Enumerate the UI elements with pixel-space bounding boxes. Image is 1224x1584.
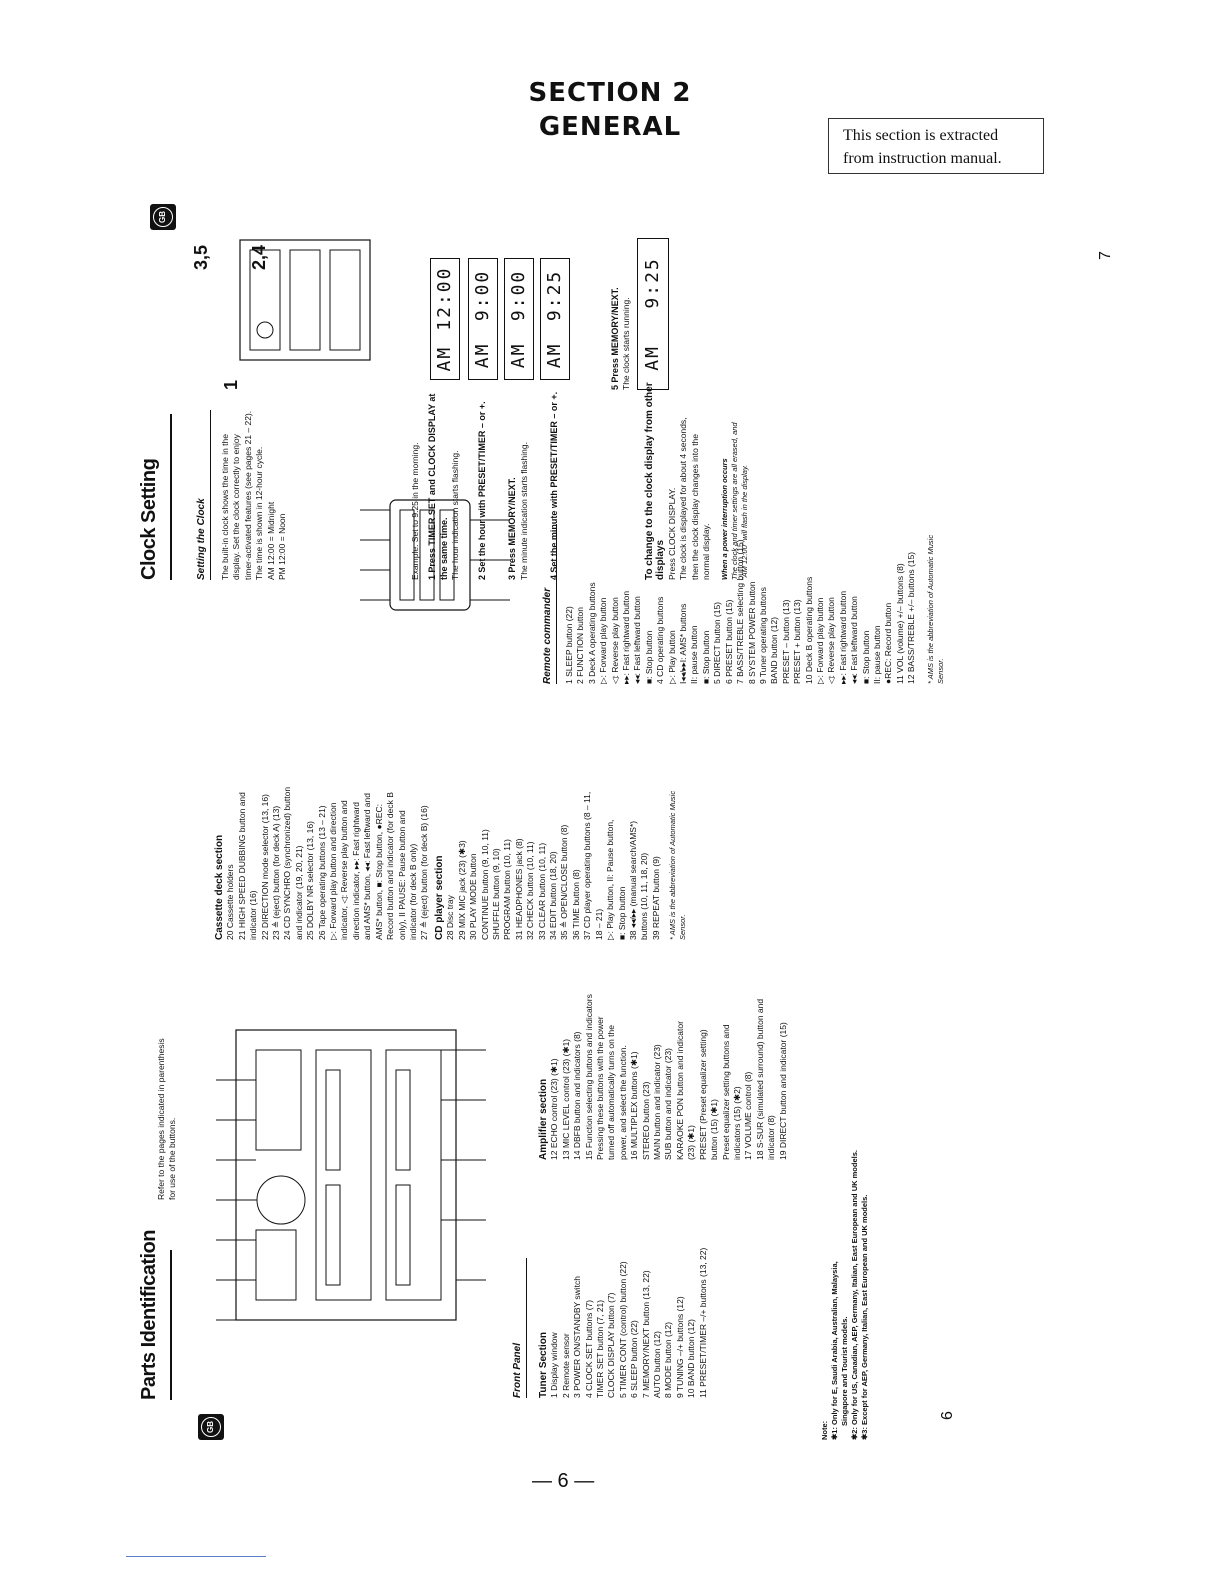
list-item: CLOCK DISPLAY button (7) bbox=[606, 1292, 617, 1398]
list-item: 9 TUNING –/+ buttons (12) bbox=[674, 1296, 685, 1398]
list-item: ◁: Reverse play button bbox=[826, 597, 837, 684]
list-item: Record button and indicator (for deck B bbox=[385, 792, 396, 940]
list-item: 19 DIRECT button and indicator (15) bbox=[777, 1022, 788, 1160]
list-item: 3 POWER ON/STANDBY switch bbox=[572, 1275, 583, 1398]
list-item: ▷: Forward play button bbox=[598, 597, 609, 684]
cd-section bbox=[430, 700, 688, 940]
step-text: Set the minute with PRESET/TIMER – or +. bbox=[548, 391, 559, 573]
note-line: ✱2: Only for US, Canadian, AEP, Germany, Italian, East European and UK models. bbox=[850, 1150, 859, 1440]
list-item: ◂◂: Fast leftward button bbox=[632, 596, 643, 684]
list-item: 36 TIME button (8) bbox=[570, 869, 581, 940]
list-item: button (15) (✱1) bbox=[709, 1099, 720, 1160]
notes-heading: Note: bbox=[820, 1420, 829, 1440]
list-item: I◂◂/▸▸I: AMS* buttons bbox=[678, 603, 689, 684]
lcd-time: 9:25 bbox=[642, 257, 664, 309]
step-number: 3 bbox=[507, 574, 518, 580]
step-number: 5 bbox=[610, 384, 620, 390]
list-item: 1 SLEEP button (22) bbox=[564, 606, 574, 684]
step-detail: The hour indication starts flashing. bbox=[450, 450, 461, 580]
change-display-heading: To change to the clock display from other displays bbox=[644, 382, 667, 580]
list-item: indicator (8) bbox=[766, 1115, 777, 1160]
intro-line: timer-activated features (see pages 21 – 22). bbox=[242, 410, 253, 580]
list-item: 35 ≜ OPEN/CLOSE button (8) bbox=[559, 824, 570, 940]
list-item: ▷: Forward play button bbox=[814, 597, 825, 684]
list-item: 24 CD SYNCHRO (synchronized) button bbox=[282, 786, 293, 940]
cd-list bbox=[445, 700, 662, 940]
list-item: 11 PRESET/TIMER –/+ buttons (13, 22) bbox=[697, 1247, 708, 1398]
lcd-am: AM bbox=[507, 342, 529, 369]
parts-intro bbox=[156, 980, 179, 1200]
list-item: MAIN button and indicator (23) bbox=[652, 1044, 663, 1160]
step-text: Press TIMER SET and CLOCK DISPLAY at the same time. bbox=[427, 393, 449, 580]
lcd-am: AM bbox=[642, 345, 664, 371]
list-item: (23) (✱1) bbox=[686, 1125, 697, 1160]
list-item: 18 – 21) bbox=[593, 908, 604, 940]
lcd-display bbox=[637, 238, 669, 390]
list-item: AUTO button (12) bbox=[652, 1331, 663, 1398]
change-display-block bbox=[640, 380, 750, 580]
list-item: 6 SLEEP button (22) bbox=[629, 1320, 640, 1398]
lcd-time: 9:25 bbox=[543, 269, 565, 322]
section-subtitle: GENERAL bbox=[538, 112, 682, 142]
section-title: SECTION 2 bbox=[528, 78, 692, 108]
intro-line: display. Set the clock correctly to enjoy bbox=[231, 434, 242, 580]
list-item: ▷: Play button, II: Pause button, bbox=[605, 819, 616, 940]
list-item: 39 REPEAT button (9) bbox=[650, 856, 661, 940]
list-item: ◂◂: Fast leftward button bbox=[849, 596, 860, 684]
step-text: Press MEMORY/NEXT. bbox=[507, 477, 518, 573]
lcd-time: 9:00 bbox=[471, 269, 493, 322]
power-note-line: The clock and timer settings are all erased, and bbox=[730, 422, 740, 580]
gb-badge-icon: GB bbox=[198, 1414, 224, 1440]
power-note bbox=[720, 380, 750, 580]
list-item: 5 TIMER CONT (control) button (22) bbox=[617, 1261, 628, 1398]
intro-line: Refer to the pages indicated in parenthesis bbox=[156, 1038, 166, 1200]
cd-ams-note bbox=[668, 700, 688, 940]
list-item: PRESET (Preset equalizer setting) bbox=[697, 1029, 708, 1160]
bottom-rule bbox=[126, 1556, 266, 1557]
note-line: Sensor. bbox=[935, 658, 945, 684]
list-item: STEREO button (23) bbox=[640, 1081, 651, 1160]
list-item: 8 SYSTEM POWER button bbox=[746, 581, 757, 684]
list-item: AMS* button, ■: Stop button, ●REC: bbox=[373, 804, 384, 940]
change-line: then the clock display changes into the bbox=[689, 433, 700, 580]
list-item: 27 ≜ (eject) button (for deck B) (16) bbox=[419, 805, 430, 940]
list-item: 37 CD player operating buttons (8 – 11, bbox=[582, 791, 593, 940]
callout-3-5: 3,5 bbox=[191, 244, 211, 270]
lcd-am: AM bbox=[471, 342, 493, 369]
clock-title: Clock Setting bbox=[138, 458, 160, 580]
list-item: indicators (15) (✱2) bbox=[731, 1086, 742, 1160]
list-item: ▷: Forward play button and direction bbox=[328, 802, 339, 940]
cd-heading: CD player section bbox=[434, 855, 445, 940]
list-item: BAND button (12) bbox=[769, 616, 780, 684]
list-item: 30 PLAY MODE button bbox=[468, 853, 479, 940]
intro-line: for use of the buttons. bbox=[167, 1117, 178, 1200]
remote-ams-note bbox=[926, 424, 946, 684]
gb-badge-icon: GB bbox=[150, 204, 176, 230]
lcd-time: 9:00 bbox=[507, 269, 529, 322]
list-item: ▸▸: Fast rightward button bbox=[621, 590, 632, 684]
extract-note-line: This section is extracted bbox=[843, 127, 999, 144]
note-line: * AMS is the abbreviation of Automatic Music bbox=[925, 534, 935, 684]
list-item: 11 VOL (volume) +/– buttons (8) bbox=[894, 563, 905, 684]
list-item: Preset equalizer setting buttons and bbox=[720, 1024, 731, 1160]
right-page-number: 7 bbox=[1097, 251, 1114, 260]
list-item: 25 DOLBY NR selector (13, 16) bbox=[305, 821, 316, 940]
list-item: 31 HEADPHONES jack (8) bbox=[513, 838, 524, 940]
example-line: Example: Set to 9:25 in the morning. bbox=[410, 442, 420, 580]
cassette-heading: Cassette deck section bbox=[214, 834, 225, 940]
list-item: 20 Cassette holders bbox=[225, 864, 236, 940]
amplifier-heading: Amplifier section bbox=[538, 1078, 549, 1160]
list-item: power, and select the function. bbox=[617, 1045, 628, 1160]
cassette-list bbox=[225, 710, 430, 940]
list-item: 16 MULTIPLEX buttons (✱1) bbox=[629, 1051, 640, 1160]
footnotes bbox=[820, 980, 870, 1440]
list-item: 5 DIRECT button (15) bbox=[712, 601, 723, 684]
list-item: and AMS* button, ◂◂: Fast leftward and bbox=[362, 793, 373, 940]
list-item: 2 FUNCTION button bbox=[575, 607, 586, 684]
list-item: indicator (for deck B only) bbox=[407, 843, 418, 940]
list-item: ▷: Play button bbox=[666, 630, 677, 684]
lcd-am: AM bbox=[543, 342, 565, 369]
list-item: 1 Display window bbox=[549, 1332, 560, 1398]
intro-line: PM 12:00 = Noon bbox=[277, 513, 288, 580]
list-item: 22 DIRECTION mode selector (13, 16) bbox=[259, 794, 270, 940]
list-item: 38 ◂◂/▸▸ (manual search/AMS*) bbox=[627, 820, 638, 940]
remote-section bbox=[564, 424, 946, 684]
extract-note-box bbox=[828, 118, 1044, 174]
power-note-line: "AM 12:00" will flash in the display. bbox=[740, 464, 750, 580]
list-item: 7 MEMORY/NEXT button (13, 22) bbox=[640, 1270, 651, 1398]
tuner-heading: Tuner Section bbox=[538, 1332, 549, 1398]
list-item: and indicator (19, 20, 21) bbox=[293, 845, 304, 940]
list-item: 34 EDIT button (18, 20) bbox=[548, 851, 559, 940]
amplifier-list bbox=[549, 930, 789, 1160]
list-item: 26 Tape operating buttons (13 – 21) bbox=[316, 805, 327, 940]
cassette-section bbox=[210, 710, 431, 940]
list-item: 12 ECHO control (23) (✱1) bbox=[549, 1058, 560, 1160]
list-item: 6 PRESET button (15) bbox=[723, 599, 734, 684]
list-item: 7 BASS/TREBLE selecting button (15) bbox=[735, 539, 746, 684]
list-item: PRESET – button (13) bbox=[780, 599, 791, 684]
list-item: II: pause button bbox=[871, 625, 882, 684]
heading-rule bbox=[526, 1258, 527, 1398]
list-item: 3 Deck A operating buttons bbox=[586, 582, 597, 684]
list-item: ■: Stop button bbox=[616, 886, 627, 940]
lcd-time: 12:00 bbox=[433, 266, 455, 331]
list-item: 12 BASS/TREBLE +/– buttons (15) bbox=[906, 551, 917, 684]
intro-line: The built-in clock shows the time in the bbox=[220, 434, 230, 580]
list-item: TIMER SET button (7, 21) bbox=[595, 1299, 606, 1398]
title-rule bbox=[170, 1250, 172, 1400]
list-item: ■: Stop button bbox=[643, 630, 654, 684]
intro-line: The time is shown in 12-hour cycle. bbox=[254, 446, 265, 580]
list-item: ■: Stop button bbox=[860, 630, 871, 684]
list-item: KARAOKE PON button and indicator bbox=[674, 1021, 685, 1160]
power-note-heading: When a power interruption occurs bbox=[720, 458, 730, 580]
step-detail: The clock starts running. bbox=[621, 297, 632, 390]
clock-intro bbox=[220, 400, 288, 580]
clock-step-5-block bbox=[410, 210, 669, 390]
list-item: 18 S-SUR (simulated surround) button and bbox=[754, 998, 765, 1160]
list-item: 14 DBFB button and indicators (8) bbox=[572, 1031, 583, 1160]
center-page-number: — 6 — bbox=[532, 1470, 595, 1492]
note-line: ✱1: Only for E, Saudi Arabia, Australian, Malaysia, bbox=[830, 1261, 839, 1440]
change-line: The clock is displayed for about 4 seconds, bbox=[678, 417, 689, 580]
tuner-list bbox=[549, 1168, 709, 1398]
setting-clock-heading: Setting the Clock bbox=[196, 498, 207, 580]
list-item: 21 HIGH SPEED DUBBING button and bbox=[236, 792, 247, 940]
step-number: 4 bbox=[548, 574, 559, 580]
list-item: 2 Remote sensor bbox=[560, 1333, 571, 1398]
list-item: 9 Tuner operating buttons bbox=[757, 587, 768, 684]
list-item: CONTINUE button (9, 10, 11) bbox=[479, 829, 490, 940]
list-item: indicator (16) bbox=[248, 890, 259, 940]
remote-heading: Remote commander bbox=[542, 587, 553, 684]
intro-line: AM 12:00 = Midnight bbox=[265, 501, 276, 580]
callout-1: 1 bbox=[221, 379, 241, 390]
list-item: ●REC: Record button bbox=[883, 602, 894, 684]
step-number: 2 bbox=[476, 574, 487, 580]
left-page-number: 6 bbox=[939, 1411, 956, 1420]
tuner-section bbox=[534, 1168, 709, 1398]
list-item: 32 CHECK button (10, 11) bbox=[525, 841, 536, 940]
list-item: PRESET + button (13) bbox=[792, 599, 803, 684]
note-line: Singapore and Tourist models. bbox=[840, 1316, 849, 1426]
list-item: Pressing these buttons with the power bbox=[595, 1016, 606, 1160]
list-item: 17 VOLUME control (8) bbox=[743, 1071, 754, 1160]
step-number: 1 bbox=[427, 574, 438, 580]
front-panel-heading: Front Panel bbox=[512, 1342, 523, 1398]
rotated-spread bbox=[140, 200, 1140, 1440]
callout-2-4: 2,4 bbox=[249, 244, 269, 270]
list-item: ▸▸: Fast rightward button bbox=[837, 590, 848, 684]
step-text: Press MEMORY/NEXT. bbox=[610, 287, 620, 383]
list-item: indicator, ◁: Reverse play button and bbox=[339, 800, 350, 940]
heading-rule bbox=[210, 410, 211, 580]
list-item: direction indicator, ▸▸: Fast rightward bbox=[350, 802, 361, 940]
change-line: normal display. bbox=[701, 523, 712, 580]
list-item: SUB button and indicator (23) bbox=[663, 1048, 674, 1160]
list-item: ◁: Reverse play button bbox=[609, 597, 620, 684]
amplifier-section bbox=[534, 930, 789, 1160]
list-item: 10 BAND button (12) bbox=[686, 1319, 697, 1398]
list-item: 4 CD operating buttons bbox=[655, 596, 666, 684]
note-line: ✱3: Except for AEP, Germany, Italian, East European and UK models. bbox=[860, 1194, 869, 1440]
note-line: * AMS is the abbreviation of Automatic Music bbox=[668, 790, 678, 940]
list-item: 33 CLEAR button (10, 11) bbox=[536, 842, 547, 940]
list-item: 15 Function selecting buttons and indicators bbox=[583, 994, 594, 1160]
extract-note-line: from instruction manual. bbox=[843, 150, 1002, 167]
list-item: 28 Disc tray bbox=[445, 895, 456, 940]
lcd-am: AM bbox=[433, 345, 455, 372]
list-item: ■: Stop button bbox=[700, 630, 711, 684]
list-item: II: pause button bbox=[689, 625, 700, 684]
list-item: SHUFFLE button (9, 10) bbox=[491, 848, 502, 940]
list-item: 4 CLOCK SET buttons (7) bbox=[583, 1299, 594, 1398]
list-item: PROGRAM button (10, 11) bbox=[502, 839, 513, 940]
parts-title: Parts Identification bbox=[138, 1229, 160, 1400]
change-line: Press CLOCK DISPLAY. bbox=[666, 487, 677, 580]
step-detail: The minute indication starts flashing. bbox=[518, 442, 529, 580]
list-item: 8 MODE button (12) bbox=[663, 1321, 674, 1398]
list-item: only), II PAUSE: Pause button and bbox=[396, 810, 407, 940]
list-item: turned off automatically turns on the bbox=[606, 1025, 617, 1160]
list-item: 13 MIC LEVEL control (23) (✱1) bbox=[560, 1038, 571, 1160]
unit-diagram bbox=[210, 210, 400, 390]
title-rule bbox=[170, 414, 172, 580]
step-text: Set the hour with PRESET/TIMER – or +. bbox=[476, 401, 487, 573]
list-item: 29 MIX MIC jack (23) (✱3) bbox=[456, 840, 467, 940]
list-item: 23 ≜ (eject) button (for deck A) (13) bbox=[271, 805, 282, 940]
list-item: 10 Deck B operating buttons bbox=[803, 576, 814, 684]
front-panel-diagram bbox=[196, 980, 506, 1380]
note-line: Sensor. bbox=[678, 914, 688, 940]
list-item: buttons (10, 11, 18, 20) bbox=[639, 852, 650, 940]
